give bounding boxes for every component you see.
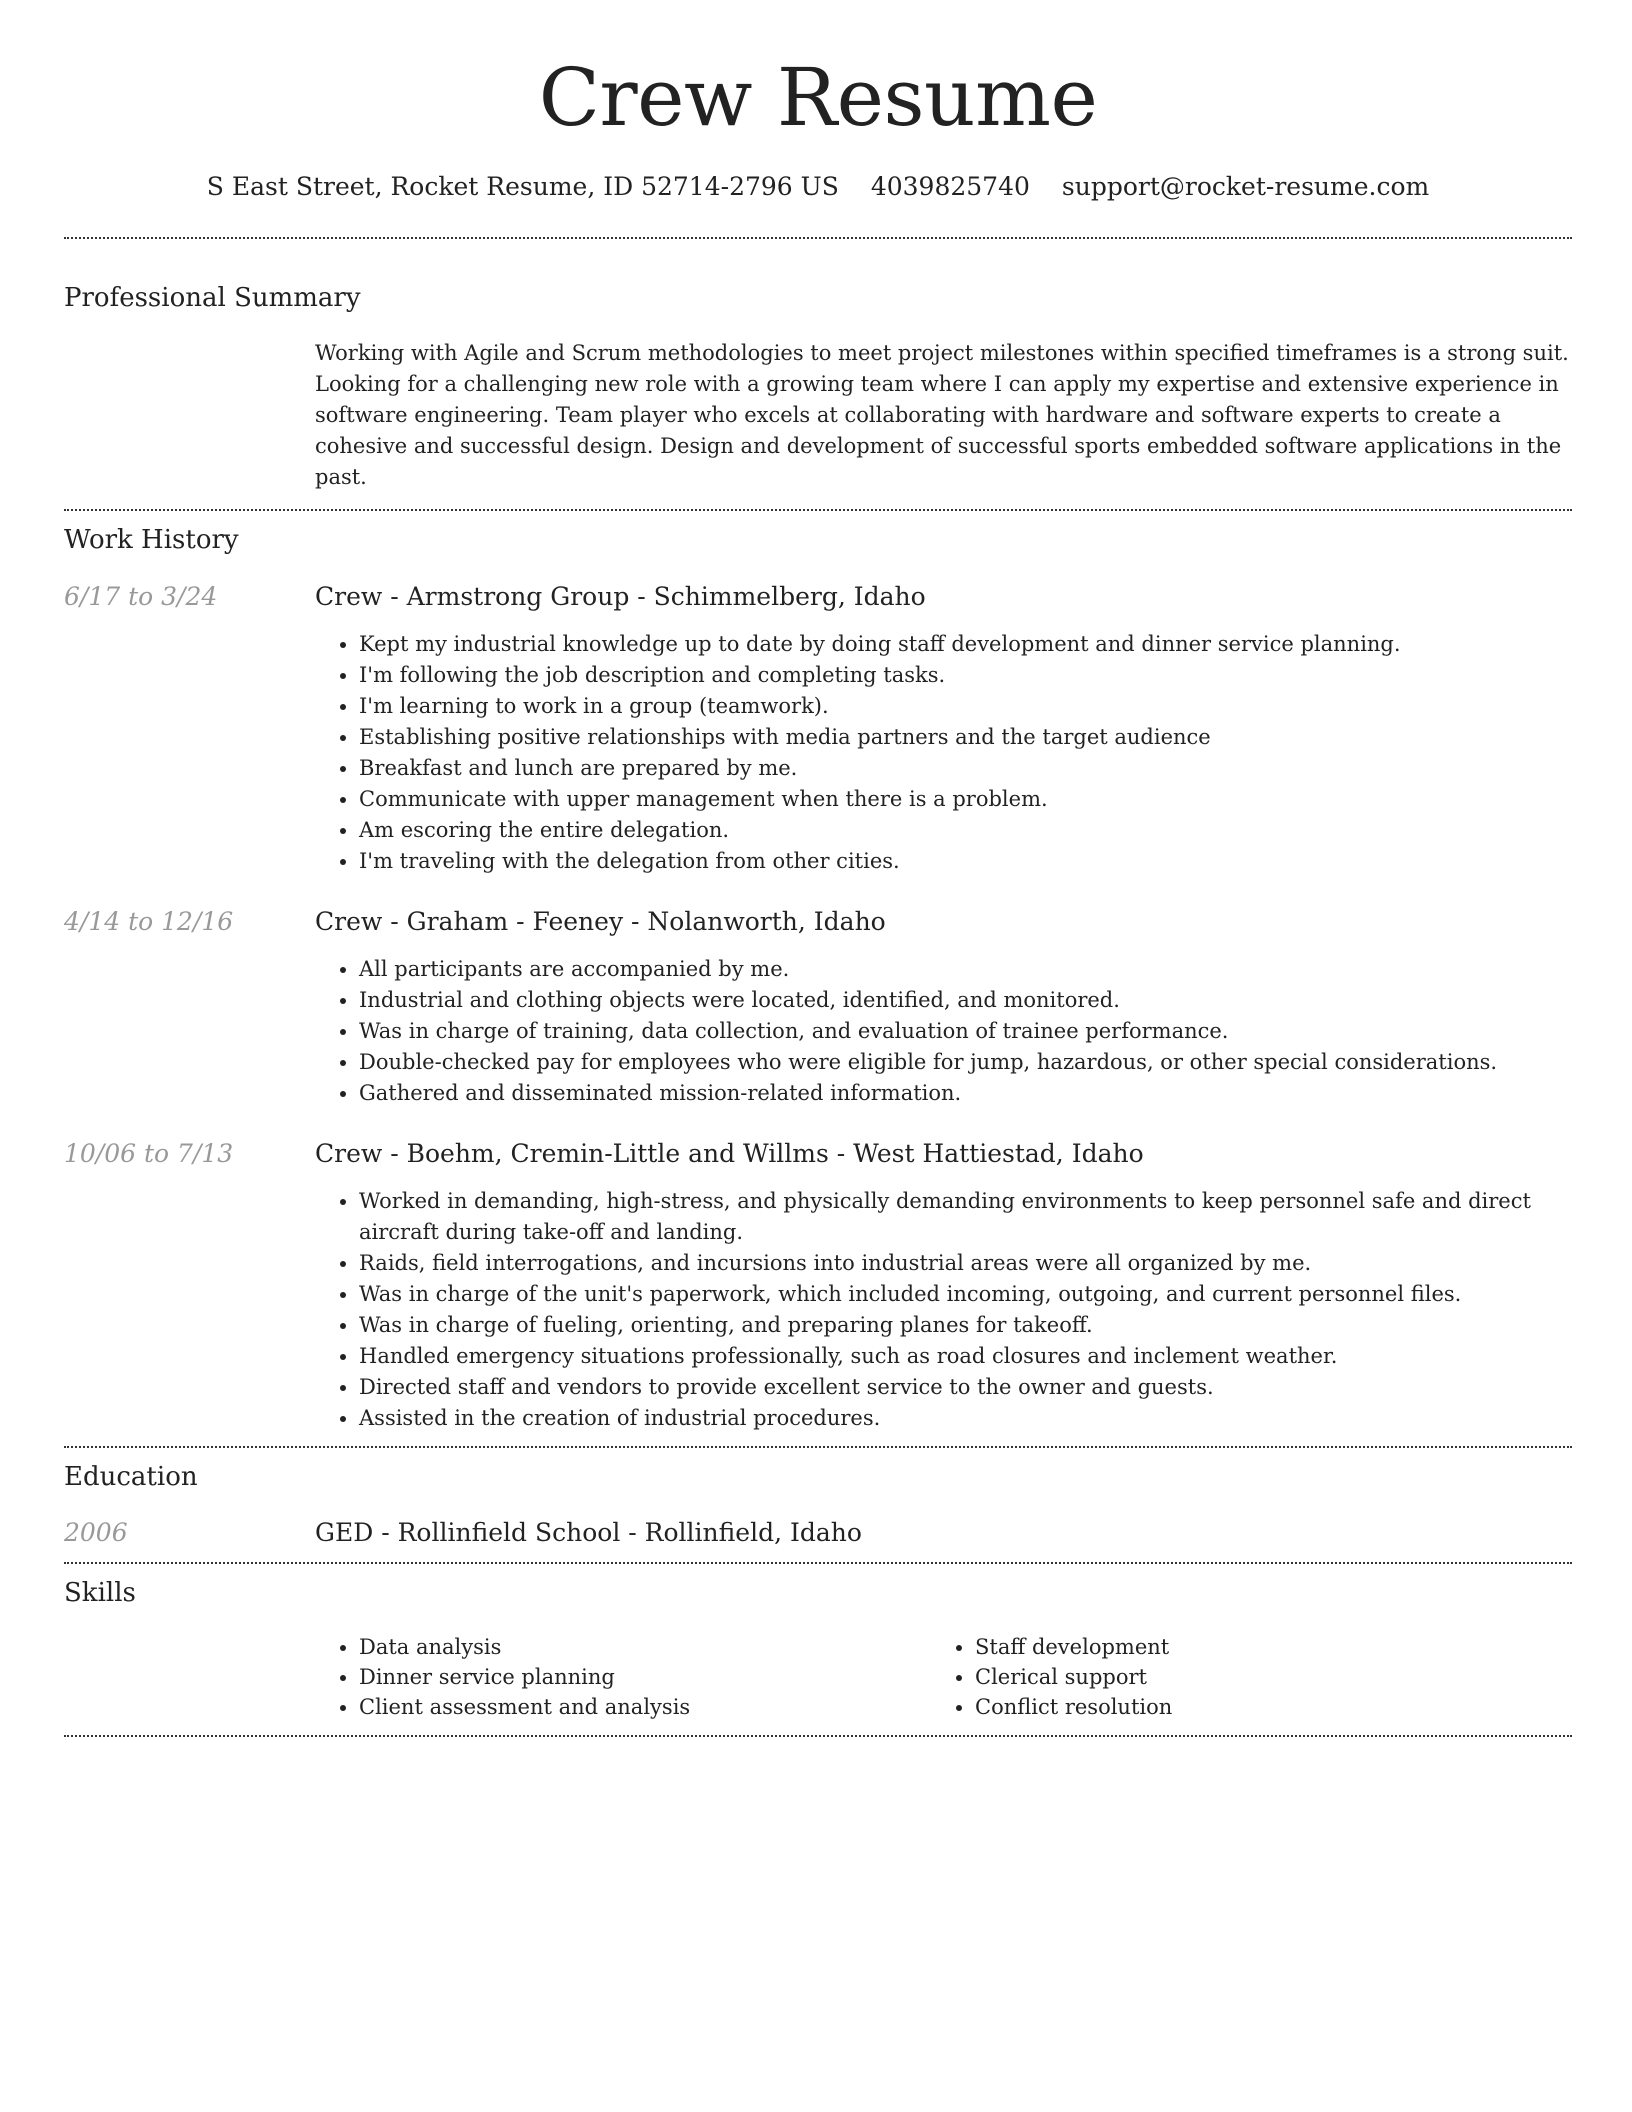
section-title-skills: Skills	[64, 1578, 136, 1608]
job-bullet: • Was in charge of fueling, orienting, and preparing planes for takeoff.	[359, 1310, 1572, 1341]
job-date: 10/06 to 7/13	[64, 1139, 234, 1168]
job-bullet: • I'm following the job description and completing tasks.	[359, 660, 1572, 691]
section-title-work-history: Work History	[64, 525, 239, 555]
skill-item: • Client assessment and analysis	[359, 1692, 931, 1722]
education-heading: GED - Rollinfield School - Rollinfield, Idaho	[315, 1518, 862, 1547]
skill-item: • Data analysis	[359, 1632, 931, 1662]
job-entry	[64, 580, 1572, 877]
job-heading: Crew - Boehm, Cremin-Little and Willms - West Hattiestad, Idaho	[315, 1139, 1144, 1168]
skills-column-left	[315, 1632, 931, 1722]
skills-list	[315, 1632, 1572, 1722]
job-bullet: • Was in charge of the unit's paperwork, which included incoming, outgoing, and current personnel files.	[359, 1279, 1572, 1310]
summary-text: Working with Agile and Scrum methodologies to meet project milestones within specified timeframes is a strong suit. Looking for a challenging new role with a growing team where I can apply my expertise and extensive experience in software engineering. Team player who excels at collaborating with hardware and software experts to create a cohesive and successful design. Design and development of successful sports embedded software applications in the past.	[315, 341, 1569, 489]
job-body	[315, 905, 1572, 1109]
job-bullets	[315, 954, 1572, 1109]
job-bullet: • All participants are accompanied by me.	[359, 954, 1572, 985]
job-bullet: • Double-checked pay for employees who were eligible for jump, hazardous, or other special considerations.	[359, 1047, 1572, 1078]
job-bullet: • Gathered and disseminated mission-related information.	[359, 1078, 1572, 1109]
divider	[64, 1446, 1572, 1448]
job-bullet: • Directed staff and vendors to provide excellent service to the owner and guests.	[359, 1372, 1572, 1403]
job-bullet: • Establishing positive relationships with media partners and the target audience	[359, 722, 1572, 753]
education-date: 2006	[64, 1518, 128, 1547]
job-bullet: • Am escoring the entire delegation.	[359, 815, 1572, 846]
job-body	[315, 580, 1572, 877]
job-heading: Crew - Graham - Feeney - Nolanworth, Idaho	[315, 907, 886, 936]
job-date: 6/17 to 3/24	[64, 582, 218, 611]
job-bullet: • I'm learning to work in a group (teamwork).	[359, 691, 1572, 722]
job-bullets	[315, 1186, 1572, 1434]
job-bullet: • Raids, field interrogations, and incursions into industrial areas were all organized by me.	[359, 1248, 1572, 1279]
contact-line	[64, 172, 1572, 201]
education-body	[315, 1516, 1572, 1550]
job-bullet: • Was in charge of training, data collection, and evaluation of trainee performance.	[359, 1016, 1572, 1047]
job-bullet: • I'm traveling with the delegation from other cities.	[359, 846, 1572, 877]
education-entry	[64, 1516, 1572, 1550]
job-bullet: • Handled emergency situations professionally, such as road closures and inclement weather.	[359, 1341, 1572, 1372]
job-entry	[64, 1137, 1572, 1434]
job-bullet: • Communicate with upper management when there is a problem.	[359, 784, 1572, 815]
divider	[64, 237, 1572, 239]
section-title-education: Education	[64, 1462, 198, 1492]
divider	[64, 1562, 1572, 1564]
job-bullet: • Industrial and clothing objects were located, identified, and monitored.	[359, 985, 1572, 1016]
divider	[64, 509, 1572, 511]
skill-item: • Clerical support	[975, 1662, 1547, 1692]
contact-email: support@rocket-resume.com	[1061, 172, 1430, 201]
skill-item: • Dinner service planning	[359, 1662, 931, 1692]
job-bullet: • Breakfast and lunch are prepared by me.	[359, 753, 1572, 784]
skill-item: • Staff development	[975, 1632, 1547, 1662]
section-title-summary: Professional Summary	[64, 283, 361, 313]
skills-column-right	[931, 1632, 1547, 1722]
contact-address: S East Street, Rocket Resume, ID 52714-2796 US	[206, 172, 839, 201]
job-bullet: • Assisted in the creation of industrial procedures.	[359, 1403, 1572, 1434]
job-bullets	[315, 629, 1572, 877]
skill-item: • Conflict resolution	[975, 1692, 1547, 1722]
job-entry	[64, 905, 1572, 1109]
job-bullet: • Kept my industrial knowledge up to date by doing staff development and dinner service planning.	[359, 629, 1572, 660]
resume-page	[64, 0, 1572, 1737]
job-heading: Crew - Armstrong Group - Schimmelberg, Idaho	[315, 582, 926, 611]
job-body	[315, 1137, 1572, 1434]
resume-name: Crew Resume	[538, 51, 1098, 144]
job-date: 4/14 to 12/16	[64, 907, 234, 936]
divider	[64, 1735, 1572, 1737]
contact-phone: 4039825740	[870, 172, 1030, 201]
job-bullet: • Worked in demanding, high-stress, and physically demanding environments to keep personnel safe and direct aircraft during take-off and landing.	[359, 1186, 1572, 1248]
